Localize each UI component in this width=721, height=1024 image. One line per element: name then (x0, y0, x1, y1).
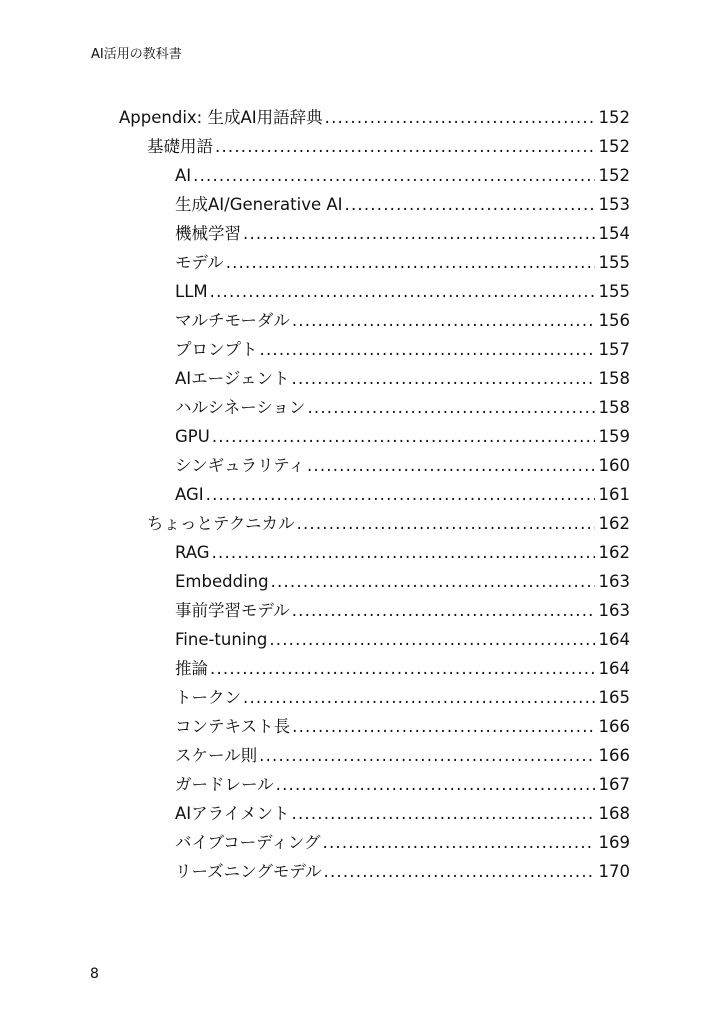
toc-entry[interactable] (0, 770, 630, 799)
toc-entry-title: AGI (175, 485, 204, 504)
toc-dot-leader (323, 828, 595, 857)
toc-entry-title: コンテキスト長 (175, 717, 291, 736)
toc-dot-leader (260, 335, 595, 364)
toc-entry-page: 158 (598, 369, 630, 388)
toc-dot-leader (324, 857, 595, 886)
toc-entry-page: 164 (598, 630, 630, 649)
toc-entry-page: 164 (598, 659, 630, 678)
toc-entry-page: 161 (598, 485, 630, 504)
toc-dot-leader (292, 712, 594, 741)
toc-entry[interactable] (0, 509, 630, 538)
toc-dot-leader (297, 509, 595, 538)
toc-entry-page: 156 (598, 311, 630, 330)
toc-entry-page: 166 (598, 717, 630, 736)
toc-dot-leader (292, 799, 595, 828)
toc-dot-leader (292, 596, 595, 625)
toc-entry-title: トークン (175, 688, 241, 707)
toc-entry-title: マルチモーダル (175, 311, 290, 330)
toc-dot-leader (226, 248, 595, 277)
toc-entry[interactable] (0, 277, 630, 306)
toc-dot-leader (345, 190, 595, 219)
toc-entry-title: RAG (175, 543, 210, 562)
toc-entry-title: Embedding (175, 572, 269, 591)
toc-dot-leader (206, 480, 595, 509)
toc-dot-leader (307, 393, 594, 422)
toc-dot-leader (292, 306, 595, 335)
toc-entry-title: ハルシネーション (175, 398, 306, 417)
toc-dot-leader (212, 538, 595, 567)
toc-dot-leader (193, 161, 594, 190)
toc-dot-leader (243, 219, 595, 248)
toc-entry-title: Appendix: 生成AI用語辞典 (119, 108, 323, 127)
toc-entry-title: バイブコーディング (175, 833, 321, 852)
toc-entry-title: ちょっとテクニカル (147, 514, 295, 533)
toc-entry[interactable] (0, 538, 630, 567)
toc-entry-page: 166 (598, 746, 630, 765)
toc-entry-page: 154 (598, 224, 630, 243)
toc-entry-title: GPU (175, 427, 210, 446)
toc-entry-title: AIアライメント (175, 804, 290, 823)
page-number: 8 (90, 966, 99, 982)
toc-entry[interactable] (0, 335, 630, 364)
toc-entry-page: 158 (598, 398, 630, 417)
toc-entry[interactable] (0, 219, 630, 248)
toc-entry-title: プロンプト (175, 340, 258, 359)
toc-entry[interactable] (0, 480, 630, 509)
toc-entry-page: 152 (598, 108, 630, 127)
toc-entry-title: 事前学習モデル (175, 601, 290, 620)
toc-entry[interactable] (0, 393, 630, 422)
toc-entry-title: 推論 (175, 659, 208, 678)
toc-entry-title: Fine-tuning (175, 630, 268, 649)
toc-entry[interactable] (0, 451, 630, 480)
toc-entry[interactable] (0, 596, 630, 625)
toc-dot-leader (325, 103, 595, 132)
toc-dot-leader (276, 770, 595, 799)
toc-entry-title: モデル (175, 253, 224, 272)
toc-dot-leader (212, 422, 595, 451)
toc-entry-title: 基礎用語 (147, 137, 213, 156)
toc-entry[interactable] (0, 422, 630, 451)
toc-dot-leader (243, 683, 595, 712)
toc-entry-page: 155 (598, 282, 630, 301)
toc-entry-page: 162 (598, 514, 630, 533)
toc-entry-title: スケール則 (175, 746, 258, 765)
toc-entry-page: 159 (598, 427, 630, 446)
toc-dot-leader (307, 451, 595, 480)
toc-entry[interactable] (0, 654, 630, 683)
toc-entry-title: AI (175, 166, 192, 185)
toc-entry-page: 163 (598, 601, 630, 620)
toc-entry-title: LLM (175, 282, 208, 301)
toc-entry-title: 生成AI/Generative AI (175, 195, 343, 214)
toc-entry[interactable] (0, 567, 630, 596)
toc-entry-page: 160 (598, 456, 630, 475)
toc-entry[interactable] (0, 857, 630, 886)
toc-entry-page: 165 (598, 688, 630, 707)
toc-entry-page: 167 (598, 775, 630, 794)
running-header: AI活用の教科書 (91, 47, 182, 62)
toc-entry[interactable] (0, 828, 630, 857)
toc-entry-page: 157 (598, 340, 630, 359)
toc-entry[interactable] (0, 161, 630, 190)
toc-entry-page: 152 (598, 137, 630, 156)
toc-entry[interactable] (0, 625, 630, 654)
toc-entry[interactable] (0, 683, 630, 712)
toc-dot-leader (259, 741, 594, 770)
toc-entry[interactable] (0, 132, 630, 161)
toc-entry-title: リーズニングモデル (175, 862, 322, 881)
toc-entry-page: 168 (598, 804, 630, 823)
toc-entry-page: 155 (598, 253, 630, 272)
toc-entry-title: ガードレール (175, 775, 274, 794)
toc-entry[interactable] (0, 799, 630, 828)
toc-entry-page: 153 (598, 195, 630, 214)
toc-entry-page: 152 (598, 166, 630, 185)
toc-dot-leader (292, 364, 595, 393)
toc-entry-page: 162 (598, 543, 630, 562)
toc-entry[interactable] (0, 248, 630, 277)
toc-entry[interactable] (0, 741, 630, 770)
toc-entry-page: 170 (598, 862, 630, 881)
table-of-contents (0, 103, 721, 886)
toc-dot-leader (269, 625, 594, 654)
toc-entry-page: 169 (598, 833, 630, 852)
toc-dot-leader (215, 132, 595, 161)
toc-entry-title: 機械学習 (175, 224, 241, 243)
toc-entry[interactable] (0, 190, 630, 219)
toc-entry[interactable] (0, 306, 630, 335)
toc-dot-leader (271, 567, 595, 596)
toc-dot-leader (210, 277, 595, 306)
toc-entry[interactable] (0, 103, 630, 132)
toc-entry-title: シンギュラリティ (175, 456, 305, 475)
toc-entry-page: 163 (598, 572, 630, 591)
toc-entry[interactable] (0, 364, 630, 393)
toc-entry-title: AIエージェント (175, 369, 290, 388)
toc-entry[interactable] (0, 712, 630, 741)
toc-dot-leader (210, 654, 595, 683)
